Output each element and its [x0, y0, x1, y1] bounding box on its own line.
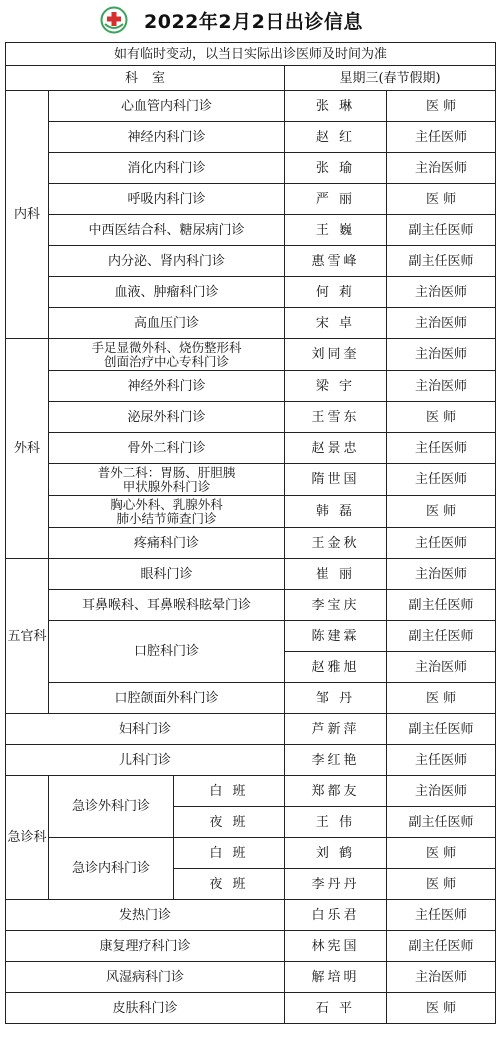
- doctor-name: 梁 宇: [285, 371, 387, 402]
- dept-name: 康复理疗科门诊: [6, 931, 285, 962]
- dept-name: [49, 339, 285, 371]
- dept-line-2: 甲状腺外科门诊: [122, 478, 211, 494]
- doctor-name: 李红艳: [285, 745, 387, 776]
- dept-line-1: 胸心外科、乳腺外科: [110, 496, 223, 512]
- doctor-title: 医 师: [387, 869, 496, 900]
- doctor-name: 王金秋: [285, 528, 387, 559]
- doctor-name: 惠雪峰: [285, 246, 387, 277]
- dept-name: 神经内科门诊: [49, 122, 285, 153]
- doctor-name: 何 莉: [285, 277, 387, 308]
- doctor-name: 张 瑜: [285, 153, 387, 184]
- doctor-title: 主治医师: [387, 962, 496, 993]
- dept-name: 血液、肿瘤科门诊: [49, 277, 285, 308]
- doctor-title: 医 师: [387, 993, 496, 1024]
- doctor-name: 白乐君: [285, 900, 387, 931]
- doctor-title: 副主任医师: [387, 246, 496, 277]
- group-waike: 外科: [6, 339, 49, 559]
- dept-name: 急诊内科门诊: [49, 838, 174, 900]
- doctor-title: 副主任医师: [387, 621, 496, 652]
- doctor-title: 副主任医师: [387, 931, 496, 962]
- doctor-name: 王 巍: [285, 215, 387, 246]
- dept-name: 泌尿外科门诊: [49, 402, 285, 433]
- dept-name: 发热门诊: [6, 900, 285, 931]
- dept-name: 风湿病科门诊: [6, 962, 285, 993]
- doctor-name: 崔 丽: [285, 559, 387, 590]
- dept-line-1: 手足显微外科、烧伤整形科: [91, 339, 242, 355]
- header: [0, 0, 500, 42]
- doctor-title: 医 师: [387, 496, 496, 528]
- dept-name: 呼吸内科门诊: [49, 184, 285, 215]
- dept-line-2: 创面治疗中心专科门诊: [103, 353, 229, 369]
- dept-name: 内分泌、肾内科门诊: [49, 246, 285, 277]
- dept-name: 心血管内科门诊: [49, 91, 285, 122]
- doctor-title: 副主任医师: [387, 590, 496, 621]
- doctor-title: 主治医师: [387, 153, 496, 184]
- day-column-header: 星期三(春节假期): [285, 66, 496, 91]
- dept-name: 高血压门诊: [49, 308, 285, 339]
- doctor-title: 主任医师: [387, 900, 496, 931]
- group-neike: 内科: [6, 91, 49, 339]
- doctor-name: 石 平: [285, 993, 387, 1024]
- shift-label: 夜 班: [174, 869, 285, 900]
- doctor-title: 主治医师: [387, 652, 496, 683]
- dept-name: 妇科门诊: [6, 714, 285, 745]
- dept-name: 神经外科门诊: [49, 371, 285, 402]
- doctor-name: 邹 丹: [285, 683, 387, 714]
- doctor-name: 芦新萍: [285, 714, 387, 745]
- doctor-name: 解培明: [285, 962, 387, 993]
- doctor-title: 主治医师: [387, 559, 496, 590]
- doctor-title: 主治医师: [387, 339, 496, 371]
- shift-label: 白 班: [174, 838, 285, 869]
- doctor-title: 主任医师: [387, 122, 496, 153]
- dept-name: 耳鼻喉科、耳鼻喉科眩晕门诊: [49, 590, 285, 621]
- dept-line-2: 肺小结节筛查门诊: [116, 510, 217, 526]
- hospital-logo-icon: [100, 6, 128, 34]
- doctor-title: 主治医师: [387, 308, 496, 339]
- doctor-title: 主任医师: [387, 464, 496, 496]
- doctor-title: 副主任医师: [387, 714, 496, 745]
- doctor-title: 医 师: [387, 184, 496, 215]
- doctor-name: 隋世国: [285, 464, 387, 496]
- doctor-name: 王雪东: [285, 402, 387, 433]
- doctor-title: 医 师: [387, 91, 496, 122]
- doctor-name: 刘同奎: [285, 339, 387, 371]
- schedule-table: [5, 42, 496, 1024]
- doctor-title: 主任医师: [387, 528, 496, 559]
- dept-name: 消化内科门诊: [49, 153, 285, 184]
- doctor-title: 主任医师: [387, 433, 496, 464]
- dept-name: 口腔颌面外科门诊: [49, 683, 285, 714]
- shift-label: 夜 班: [174, 807, 285, 838]
- doctor-title: 医 师: [387, 683, 496, 714]
- group-jizhen: 急诊科: [6, 776, 49, 900]
- dept-name: 急诊外科门诊: [49, 776, 174, 838]
- notice-text: 如有临时变动，以当日实际出诊医师及时间为准: [6, 43, 496, 66]
- doctor-name: 赵景忠: [285, 433, 387, 464]
- doctor-title: 主治医师: [387, 371, 496, 402]
- doctor-title: 主任医师: [387, 745, 496, 776]
- doctor-title: 主治医师: [387, 776, 496, 807]
- dept-name: 骨外二科门诊: [49, 433, 285, 464]
- doctor-name: 刘 鹤: [285, 838, 387, 869]
- doctor-name: 韩 磊: [285, 496, 387, 528]
- doctor-title: 医 师: [387, 838, 496, 869]
- dept-name: [49, 496, 285, 528]
- doctor-name: 赵 红: [285, 122, 387, 153]
- doctor-name: 李宝庆: [285, 590, 387, 621]
- group-wuguan: 五官科: [6, 559, 49, 714]
- dept-column-header: 科室: [6, 66, 285, 91]
- doctor-name: 宋 卓: [285, 308, 387, 339]
- shift-label: 白 班: [174, 776, 285, 807]
- doctor-name: 严 丽: [285, 184, 387, 215]
- dept-line-1: 普外二科：胃肠、肝胆胰: [97, 464, 236, 480]
- doctor-name: 林宪国: [285, 931, 387, 962]
- dept-name: 疼痛科门诊: [49, 528, 285, 559]
- doctor-title: 副主任医师: [387, 215, 496, 246]
- doctor-title: 副主任医师: [387, 807, 496, 838]
- doctor-name: 陈建霖: [285, 621, 387, 652]
- dept-name: [49, 464, 285, 496]
- doctor-name: 郑都友: [285, 776, 387, 807]
- doctor-name: 李丹丹: [285, 869, 387, 900]
- doctor-name: 张 琳: [285, 91, 387, 122]
- dept-name: 眼科门诊: [49, 559, 285, 590]
- doctor-name: 王 伟: [285, 807, 387, 838]
- doctor-name: 赵雅旭: [285, 652, 387, 683]
- dept-name: 口腔科门诊: [49, 621, 285, 683]
- page-title: 2022年2月2日出诊信息: [144, 11, 363, 33]
- dept-name: 中西医结合科、糖尿病门诊: [49, 215, 285, 246]
- doctor-title: 医 师: [387, 402, 496, 433]
- dept-name: 皮肤科门诊: [6, 993, 285, 1024]
- dept-name: 儿科门诊: [6, 745, 285, 776]
- doctor-title: 主治医师: [387, 277, 496, 308]
